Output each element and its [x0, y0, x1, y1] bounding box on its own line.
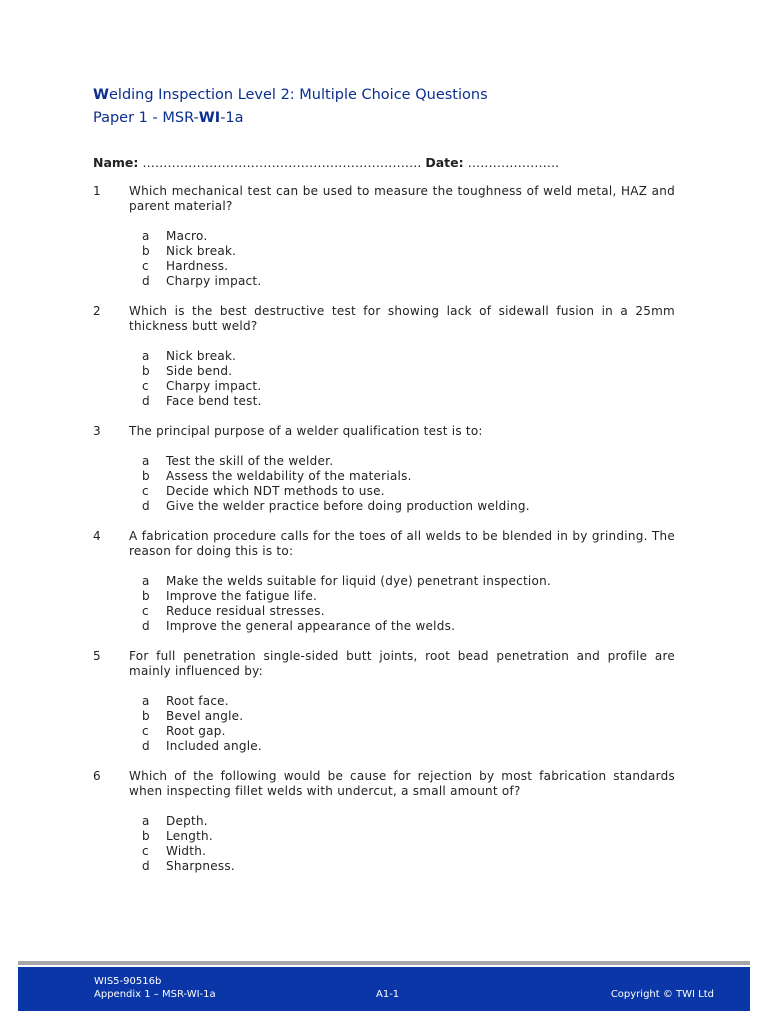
footer-copyright: Copyright © TWI Ltd — [610, 989, 714, 1000]
answer-option-b — [142, 829, 675, 844]
answer-option-a — [142, 574, 675, 589]
subtitle-part-a: Paper 1 - MSR- — [93, 110, 199, 126]
question-5 — [93, 649, 675, 754]
answer-option-d — [142, 274, 675, 289]
option-text: Sharpness. — [166, 859, 235, 873]
title-rest: elding Inspection Level 2: Multiple Choice Questions — [109, 87, 488, 103]
question-list — [93, 184, 675, 889]
option-letter: a — [142, 574, 150, 588]
answer-option-b — [142, 469, 675, 484]
answer-option-c — [142, 484, 675, 499]
option-text: Bevel angle. — [166, 709, 244, 723]
page-footer — [18, 967, 750, 1011]
question-text: A fabrication procedure calls for the toes of all welds to be blended in by grinding. The reason for doing this is to: — [129, 529, 675, 558]
name-label: Name: — [93, 155, 139, 170]
option-text: Included angle. — [166, 739, 262, 753]
answer-option-a — [142, 349, 675, 364]
answer-option-d — [142, 394, 675, 409]
name-date-line — [93, 155, 559, 170]
question-text: For full penetration single-sided butt joints, root bead penetration and profile are mainly influenced by: — [129, 649, 675, 678]
option-text: Give the welder practice before doing production welding. — [166, 499, 530, 513]
option-letter: b — [142, 709, 150, 723]
question-3 — [93, 424, 675, 514]
option-text: Nick break. — [166, 349, 237, 363]
option-text: Root face. — [166, 694, 229, 708]
option-letter: c — [142, 604, 149, 618]
option-letter: c — [142, 484, 149, 498]
option-letter: d — [142, 499, 150, 513]
option-letter: b — [142, 244, 150, 258]
option-text: Depth. — [166, 814, 208, 828]
option-letter: c — [142, 844, 149, 858]
option-letter: d — [142, 619, 150, 633]
answer-options — [142, 349, 675, 409]
question-number: 5 — [93, 649, 101, 663]
answer-option-a — [142, 454, 675, 469]
question-text: The principal purpose of a welder qualification test is to: — [129, 424, 483, 438]
option-letter: a — [142, 814, 150, 828]
option-text: Reduce residual stresses. — [166, 604, 325, 618]
question-number: 2 — [93, 304, 101, 318]
answer-option-d — [142, 859, 675, 874]
option-text: Decide which NDT methods to use. — [166, 484, 385, 498]
option-text: Face bend test. — [166, 394, 262, 408]
question-text: Which mechanical test can be used to measure the toughness of weld metal, HAZ and parent material? — [129, 184, 675, 213]
answer-option-b — [142, 244, 675, 259]
answer-options — [142, 574, 675, 634]
option-letter: c — [142, 724, 149, 738]
option-letter: c — [142, 259, 149, 273]
answer-option-d — [142, 739, 675, 754]
question-text: Which is the best destructive test for showing lack of sidewall fusion in a 25mm thickness butt weld? — [129, 304, 675, 333]
answer-option-d — [142, 499, 675, 514]
question-2 — [93, 304, 675, 409]
answer-option-c — [142, 724, 675, 739]
name-blank: …………………………………………………………. — [142, 155, 422, 170]
answer-option-c — [142, 844, 675, 859]
date-blank: …………………. — [467, 155, 560, 170]
option-text: Charpy impact. — [166, 379, 262, 393]
option-text: Nick break. — [166, 244, 237, 258]
question-1 — [93, 184, 675, 289]
option-text: Root gap. — [166, 724, 226, 738]
question-4 — [93, 529, 675, 634]
option-letter: b — [142, 589, 150, 603]
answer-option-c — [142, 259, 675, 274]
option-text: Make the welds suitable for liquid (dye) penetrant inspection. — [166, 574, 551, 588]
answer-option-b — [142, 709, 675, 724]
option-text: Length. — [166, 829, 213, 843]
option-letter: d — [142, 859, 150, 873]
answer-options — [142, 454, 675, 514]
question-number: 1 — [93, 184, 101, 198]
answer-option-d — [142, 619, 675, 634]
option-letter: b — [142, 469, 150, 483]
option-letter: d — [142, 739, 150, 753]
option-text: Improve the general appearance of the welds. — [166, 619, 456, 633]
date-label: Date: — [425, 155, 464, 170]
option-text: Hardness. — [166, 259, 229, 273]
answer-option-c — [142, 379, 675, 394]
option-text: Test the skill of the welder. — [166, 454, 334, 468]
option-text: Width. — [166, 844, 207, 858]
footer-doc-ref: WIS5-90516b — [94, 976, 162, 987]
option-text: Charpy impact. — [166, 274, 262, 288]
document-title — [93, 87, 488, 103]
question-6 — [93, 769, 675, 874]
footer-page-number: A1-1 — [376, 989, 400, 1000]
footer-appendix: Appendix 1 – MSR-WI-1a — [94, 989, 216, 1000]
answer-option-a — [142, 694, 675, 709]
answer-option-a — [142, 229, 675, 244]
answer-option-c — [142, 604, 675, 619]
answer-options — [142, 694, 675, 754]
question-text: Which of the following would be cause for rejection by most fabrication standards when inspecting fillet welds with undercut, a small amount of? — [129, 769, 675, 798]
answer-option-b — [142, 589, 675, 604]
title-initial: W — [93, 87, 109, 103]
subtitle-part-b: WI — [198, 110, 221, 126]
option-letter: c — [142, 379, 149, 393]
document-subtitle — [93, 110, 244, 126]
option-letter: d — [142, 394, 150, 408]
option-letter: a — [142, 694, 150, 708]
option-text: Improve the fatigue life. — [166, 589, 318, 603]
option-text: Side bend. — [166, 364, 233, 378]
option-letter: b — [142, 364, 150, 378]
option-letter: a — [142, 229, 150, 243]
option-letter: b — [142, 829, 150, 843]
option-letter: a — [142, 454, 150, 468]
answer-options — [142, 814, 675, 874]
question-number: 3 — [93, 424, 101, 438]
answer-option-b — [142, 364, 675, 379]
subtitle-part-c: -1a — [220, 110, 244, 126]
option-letter: d — [142, 274, 150, 288]
footer-rule — [18, 961, 750, 965]
answer-options — [142, 229, 675, 289]
answer-option-a — [142, 814, 675, 829]
option-letter: a — [142, 349, 150, 363]
option-text: Macro. — [166, 229, 208, 243]
question-number: 4 — [93, 529, 101, 543]
option-text: Assess the weldability of the materials. — [166, 469, 412, 483]
question-number: 6 — [93, 769, 101, 783]
